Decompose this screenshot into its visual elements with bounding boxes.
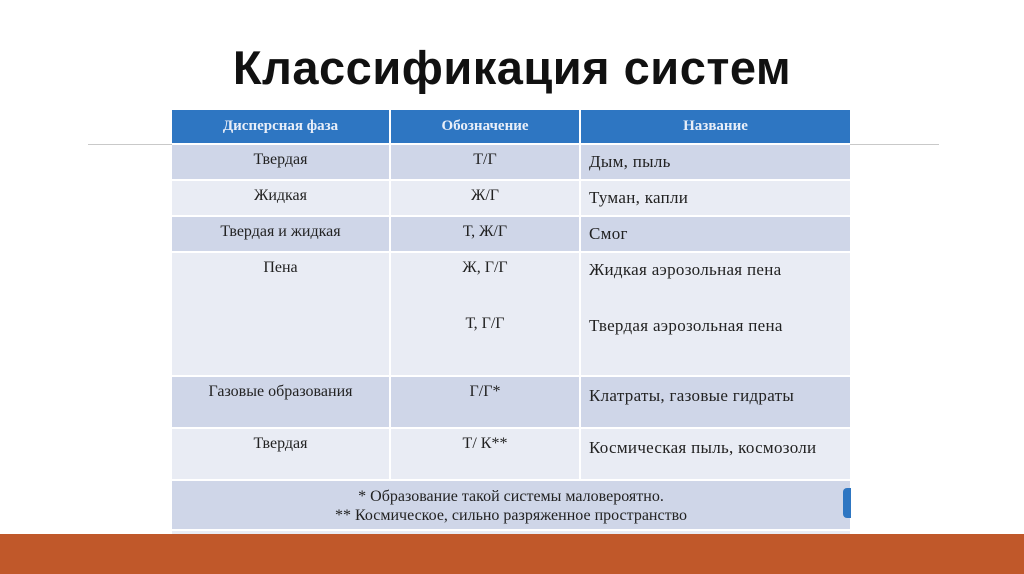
notation-liquid-foam: Ж, Г/Г — [462, 259, 508, 276]
footnote-row — [172, 480, 850, 530]
classification-table-container — [172, 110, 850, 538]
header-phase: Дисперсная фаза — [172, 110, 390, 144]
cell-phase: Жидкая — [172, 180, 390, 216]
cell-name: Дым, пыль — [580, 144, 850, 180]
header-name: Название — [580, 110, 850, 144]
table-row — [172, 216, 850, 252]
cell-name: Туман, капли — [580, 180, 850, 216]
cell-notation: Т/ К** — [390, 428, 580, 480]
cell-notation: Т/Г — [390, 144, 580, 180]
notation-solid-foam: Т, Г/Г — [465, 315, 505, 332]
cell-name: Смог — [580, 216, 850, 252]
slide-title: Классификация систем — [232, 41, 792, 94]
cell-notation: Т, Ж/Г — [390, 216, 580, 252]
footnote-1: * Образование такой системы маловероятно. — [358, 488, 664, 505]
cell-name: Клатраты, газовые гидраты — [580, 376, 850, 428]
name-liquid-foam: Жидкая аэрозольная пена — [589, 260, 782, 279]
cell-phase: Твердая — [172, 428, 390, 480]
footnote-cell — [172, 480, 850, 530]
cell-notation — [390, 252, 580, 376]
cell-notation: Г/Г* — [390, 376, 580, 428]
cell-name — [580, 252, 850, 376]
cell-phase: Твердая и жидкая — [172, 216, 390, 252]
cell-notation: Ж/Г — [390, 180, 580, 216]
table-row — [172, 428, 850, 480]
table-row — [172, 252, 850, 376]
header-notation: Обозначение — [390, 110, 580, 144]
table-row — [172, 144, 850, 180]
bottom-accent-bar — [0, 534, 1024, 574]
table-edge-mark — [843, 488, 851, 518]
cell-phase: Твердая — [172, 144, 390, 180]
name-solid-foam: Твердая аэрозольная пена — [589, 316, 783, 335]
cell-phase: Газовые образования — [172, 376, 390, 428]
classification-table — [172, 110, 850, 531]
table-header-row — [172, 110, 850, 144]
footnote-2: ** Космическое, сильно разряженное пространство — [334, 507, 688, 524]
cell-name: Космическая пыль, космозоли — [580, 428, 850, 480]
table-row — [172, 376, 850, 428]
cell-phase: Пена — [172, 252, 390, 376]
table-row — [172, 180, 850, 216]
